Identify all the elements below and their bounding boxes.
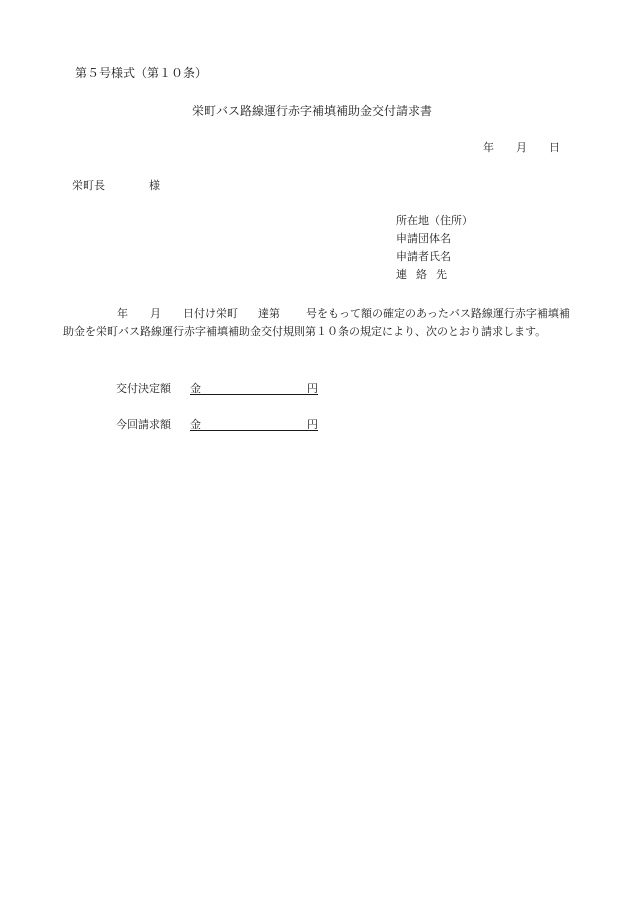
body-rest-line-1: 号をもって額の確定のあったバス路線運行赤字補填補 (306, 307, 570, 320)
amount-prefix: 金 (190, 418, 201, 431)
applicant-block (396, 212, 473, 284)
date-day-label: 日 (549, 141, 560, 154)
amount-label: 今回請求額 (116, 418, 171, 431)
amount-field (190, 416, 318, 431)
amount-row-requested (116, 416, 318, 432)
amount-label: 交付決定額 (116, 382, 171, 395)
recipient-name: 栄町長 (72, 179, 105, 192)
date-line (483, 139, 560, 155)
applicant-group-label: 申請団体名 (396, 232, 451, 245)
body-month: 月 (150, 307, 161, 320)
applicant-address-label: 所在地（住所） (396, 214, 473, 227)
request-body-line-2: 助金を栄町バス路線運行赤字補填補助金交付規則第１０条の規定により、次のとおり請求します。 (63, 325, 547, 338)
body-dated: 日付け栄町 (183, 307, 238, 320)
date-month-label: 月 (516, 141, 527, 154)
request-body (63, 305, 573, 341)
body-year: 年 (117, 307, 128, 320)
recipient-honorific: 様 (149, 179, 160, 192)
date-year-label: 年 (483, 141, 494, 154)
amount-unit: 円 (307, 418, 318, 431)
request-body-line-1 (63, 305, 573, 323)
body-tatsu-dai: 達第 (258, 307, 280, 320)
applicant-name-label: 申請者氏名 (396, 250, 451, 263)
applicant-contact-label: 連絡先 (396, 268, 456, 281)
amount-unit: 円 (307, 382, 318, 395)
document-title: 栄町バス路線運行赤字補填補助金交付請求書 (192, 104, 433, 118)
recipient (72, 177, 160, 193)
amount-row-decided (116, 380, 318, 396)
form-number: 第５号様式（第１０条） (75, 66, 208, 80)
amount-field (190, 380, 318, 395)
amount-prefix: 金 (190, 382, 201, 395)
